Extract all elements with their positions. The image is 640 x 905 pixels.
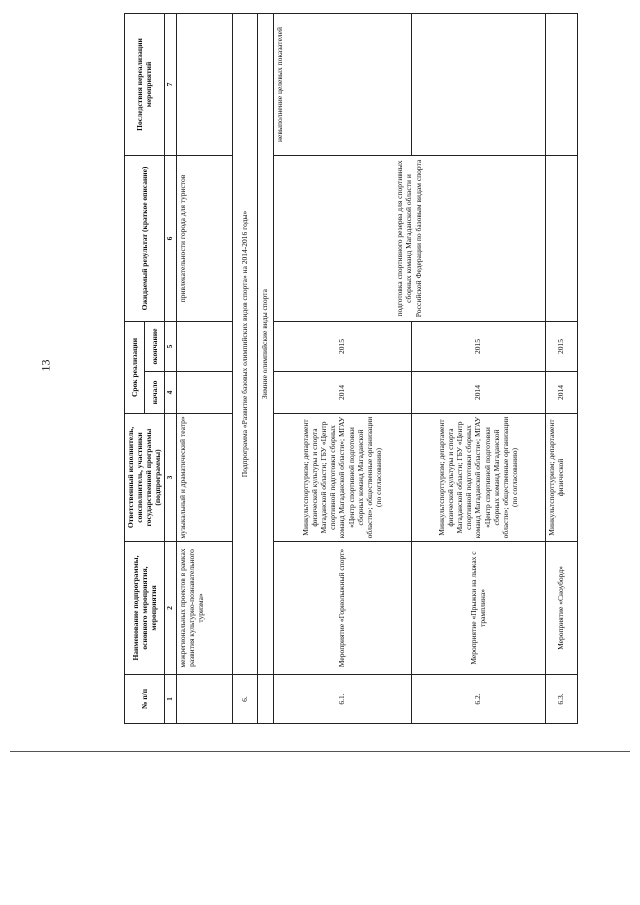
cell-end — [176, 321, 232, 371]
cell-start — [176, 372, 232, 414]
header-row — [125, 13, 145, 723]
cell-consequence — [411, 13, 545, 155]
column-number: 2 — [164, 542, 176, 675]
cell-end: 2015 — [273, 321, 411, 371]
column-number: 7 — [164, 13, 176, 155]
header-no: № п/п — [125, 675, 165, 724]
cell-start: 2014 — [545, 372, 577, 414]
footer-divider — [10, 751, 630, 752]
cell-consequence — [545, 13, 577, 155]
header-executor: Ответственный исполнитель, соисполнитель, участники государственной программы (подпрограммы) — [125, 414, 165, 542]
program-table — [124, 13, 578, 724]
cell-executor: Минкультспорттуризм; департамент физической — [545, 414, 577, 542]
cell-consequence: невыполнение целевых показателей — [273, 13, 411, 155]
cell-executor: Минкультспорттуризм; департамент физической культуры и спорта Магаданской области; ГБУ «Центр спортивной подготовки сборных команд Магаданской области»; МГАУ «Центр спортивной подготовки сборных команд Магаданской области»; общественные организации (по согласованию) — [411, 414, 545, 542]
section-number: 6. — [232, 675, 257, 724]
cell-name: Мероприятие «Горнолыжный спорт» — [273, 542, 411, 675]
page-number: 13 — [38, 359, 53, 372]
header-period: Срок реализации — [125, 321, 145, 413]
cell-result: привлекательности города для туристов — [176, 155, 232, 321]
subsection-title: Зимние олимпийские виды спорта — [257, 13, 273, 674]
cell-end: 2015 — [411, 321, 545, 371]
cell-start: 2014 — [411, 372, 545, 414]
cell-name: Мероприятие «Сноуборд» — [545, 542, 577, 675]
column-number-row — [164, 13, 176, 723]
section-row — [232, 13, 257, 723]
cell-executor: Минкультспорттуризм; департамент физической культуры и спорта Магаданской области; ГБУ «Центр спортивной подготовки сборных команд Магаданской области»; МГАУ «Центр спортивной подготовки сборных команд Магаданской области»; общественные организации (по согласованию) — [273, 414, 411, 542]
subsection-spacer — [257, 675, 273, 724]
table-row — [176, 13, 232, 723]
cell-no: 6.1. — [273, 675, 411, 724]
cell-consequence — [176, 13, 232, 155]
cell-executor: музыкальный и драматический театр» — [176, 414, 232, 542]
cell-name: межрегиональных проектов в рамках развития культурно-познавательного туризма» — [176, 542, 232, 675]
table-row — [411, 13, 545, 723]
section-title: Подпрограмма «Развитие базовых олимпийских видов спорта» на 2014-2016 годы» — [232, 13, 257, 674]
cell-start: 2014 — [273, 372, 411, 414]
cell-no — [176, 675, 232, 724]
header-name: Наименование подпрограммы, основного мероприятия, мероприятия — [125, 542, 165, 675]
table-row — [273, 13, 411, 723]
cell-end: 2015 — [545, 321, 577, 371]
column-number: 5 — [164, 321, 176, 371]
column-number: 4 — [164, 372, 176, 414]
header-start: начало — [144, 372, 164, 414]
column-number: 3 — [164, 414, 176, 542]
cell-result — [545, 155, 577, 321]
header-consequence: Последствия нереализации мероприятий — [125, 13, 165, 155]
cell-no: 6.3. — [545, 675, 577, 724]
column-number: 6 — [164, 155, 176, 321]
header-end: окончание — [144, 321, 164, 371]
table-row — [545, 13, 577, 723]
rotated-table-container — [124, 14, 566, 724]
header-result: Ожидаемый результат (краткое описание) — [125, 155, 165, 321]
cell-no: 6.2. — [411, 675, 545, 724]
cell-result: подготовка спортивного резерва для спортивных сборных команд Магаданской области и Российской Федерации по базовым видам спорта — [273, 155, 545, 321]
cell-name: Мероприятие «Прыжки на лыжах с трамплина» — [411, 542, 545, 675]
subsection-row — [257, 13, 273, 723]
column-number: 1 — [164, 675, 176, 724]
